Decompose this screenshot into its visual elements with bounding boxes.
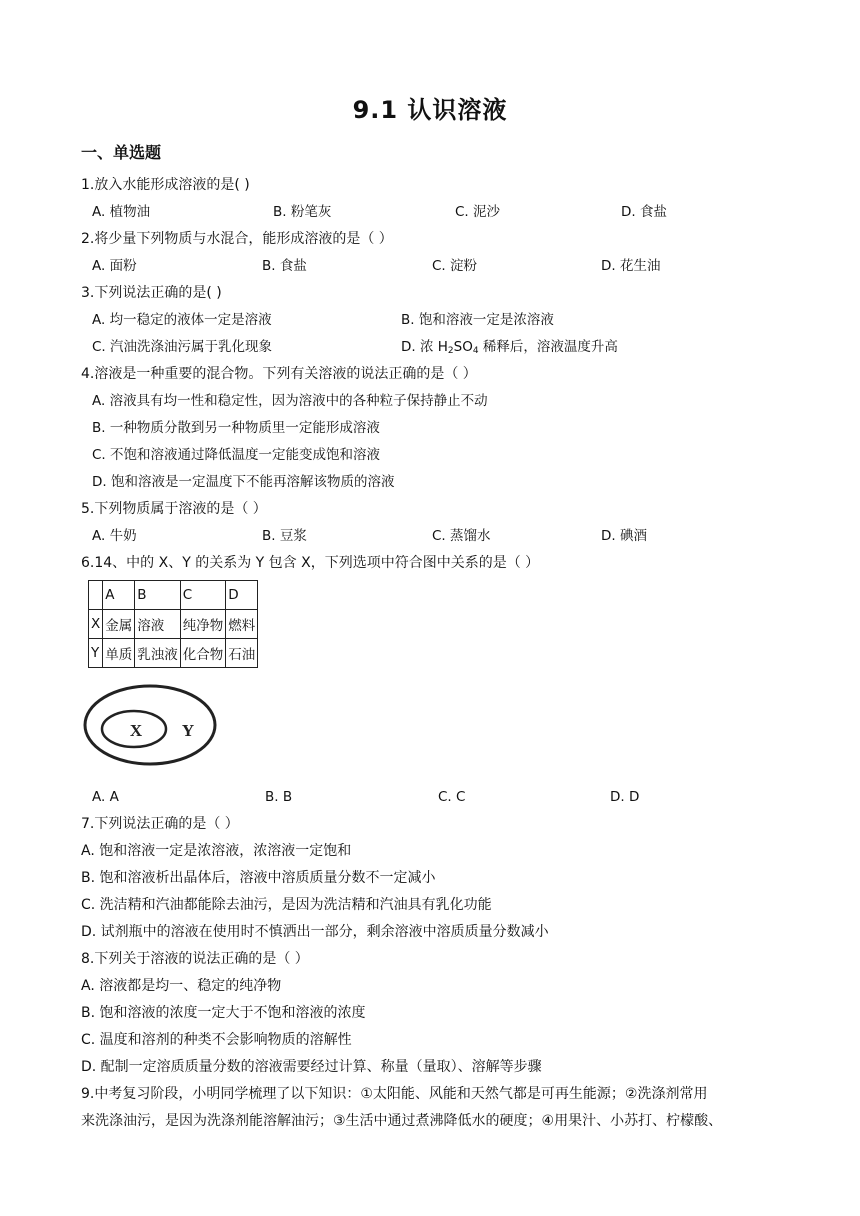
table-cell: B (135, 581, 181, 610)
question-8-stem: 8.下列关于溶液的说法正确的是（ ） (81, 951, 309, 967)
q7-option-c: C. 洗洁精和汽油都能除去油污，是因为洗洁精和汽油具有乳化功能 (81, 897, 492, 913)
table-cell: Y (89, 639, 103, 668)
q5-option-c: C. 蒸馏水 (432, 528, 491, 544)
question-7-stem: 7.下列说法正确的是（ ） (81, 816, 239, 832)
q6-option-b: B. B (265, 789, 293, 805)
q1-option-c: C. 泥沙 (455, 204, 501, 220)
venn-label-y: Y (181, 721, 195, 740)
q1-option-b: B. 粉笔灰 (273, 204, 332, 220)
q8-option-c: C. 温度和溶剂的种类不会影响物质的溶解性 (81, 1032, 352, 1048)
question-1-stem: 1.放入水能形成溶液的是( ) (81, 177, 250, 193)
table-cell: 溶液 (135, 610, 181, 639)
table-row (89, 610, 258, 639)
q2-option-b: B. 食盐 (262, 258, 307, 274)
table-row (89, 639, 258, 668)
q3-option-a: A. 均一稳定的液体一定是溶液 (92, 312, 272, 328)
q8-option-b: B. 饱和溶液的浓度一定大于不饱和溶液的浓度 (81, 1005, 366, 1021)
q3-option-b: B. 饱和溶液一定是浓溶液 (401, 312, 554, 328)
q6-option-a: A. A (92, 789, 119, 805)
venn-label-x: X (129, 721, 143, 740)
table-cell: X (89, 610, 103, 639)
question-2-stem: 2.将少量下列物质与水混合，能形成溶液的是（ ） (81, 231, 393, 247)
q7-option-a: A. 饱和溶液一定是浓溶液，浓溶液一定饱和 (81, 843, 352, 859)
question-6-stem: 6.14、中的 X、Y 的关系为 Y 包含 X，下列选项中符合图中关系的是（ ） (81, 555, 540, 571)
question-5-stem: 5.下列物质属于溶液的是（ ） (81, 501, 267, 517)
q1-option-d: D. 食盐 (621, 204, 667, 220)
q8-option-a: A. 溶液都是均一、稳定的纯净物 (81, 978, 282, 994)
table-cell: 纯净物 (180, 610, 226, 639)
q2-option-a: A. 面粉 (92, 258, 137, 274)
question-3-stem: 3.下列说法正确的是( ) (81, 285, 222, 301)
q2-option-c: C. 淀粉 (432, 258, 478, 274)
q3-option-c: C. 汽油洗涤油污属于乳化现象 (92, 339, 273, 355)
table-cell: 石油 (226, 639, 258, 668)
q7-option-b: B. 饱和溶液析出晶体后，溶液中溶质质量分数不一定减小 (81, 870, 436, 886)
table-cell: 燃料 (226, 610, 258, 639)
table-cell: A (103, 581, 135, 610)
outer-ellipse (85, 686, 215, 764)
page-title: 9.1 认识溶液 (352, 96, 508, 124)
table-cell: C (180, 581, 226, 610)
q3-option-d: D. 浓 $H_2SO_4$ 稀释后，溶液温度升高 (401, 339, 618, 356)
q4-option-c: C. 不饱和溶液通过降低温度一定能变成饱和溶液 (92, 447, 381, 463)
q6-option-d: D. D (610, 789, 640, 805)
table-cell: 金属 (103, 610, 135, 639)
table-row (89, 581, 258, 610)
venn-diagram (83, 684, 217, 766)
q5-option-a: A. 牛奶 (92, 528, 137, 544)
q6-option-c: C. C (438, 789, 466, 805)
q4-option-d: D. 饱和溶液是一定温度下不能再溶解该物质的溶液 (92, 474, 395, 490)
q5-option-b: B. 豆浆 (262, 528, 307, 544)
q7-option-d: D. 试剂瓶中的溶液在使用时不慎洒出一部分，剩余溶液中溶质质量分数减小 (81, 924, 549, 940)
question-4-stem: 4.溶液是一种重要的混合物。下列有关溶液的说法正确的是（ ） (81, 366, 477, 382)
q4-option-a: A. 溶液具有均一性和稳定性，因为溶液中的各种粒子保持静止不动 (92, 393, 488, 409)
table-cell: 化合物 (180, 639, 226, 668)
section-heading: 一、单选题 (81, 143, 162, 162)
q2-option-d: D. 花生油 (601, 258, 661, 274)
table-cell (89, 581, 103, 610)
table-cell: D (226, 581, 258, 610)
question-9-line-2: 来洗涤油污，是因为洗涤剂能溶解油污；③生活中通过煮沸降低水的硬度；④用果汁、小苏打、柠檬酸、 (81, 1113, 723, 1129)
q5-option-d: D. 碘酒 (601, 528, 647, 544)
question-9-line-1: 9.中考复习阶段，小明同学梳理了以下知识：①太阳能、风能和天然气都是可再生能源；②洗涤剂常用 (81, 1086, 708, 1102)
table-cell: 单质 (103, 639, 135, 668)
relationship-table (88, 580, 258, 668)
q8-option-d: D. 配制一定溶质质量分数的溶液需要经过计算、称量（量取）、溶解等步骤 (81, 1059, 542, 1075)
q4-option-b: B. 一种物质分散到另一种物质里一定能形成溶液 (92, 420, 380, 436)
q1-option-a: A. 植物油 (92, 204, 151, 220)
table-cell: 乳浊液 (135, 639, 181, 668)
